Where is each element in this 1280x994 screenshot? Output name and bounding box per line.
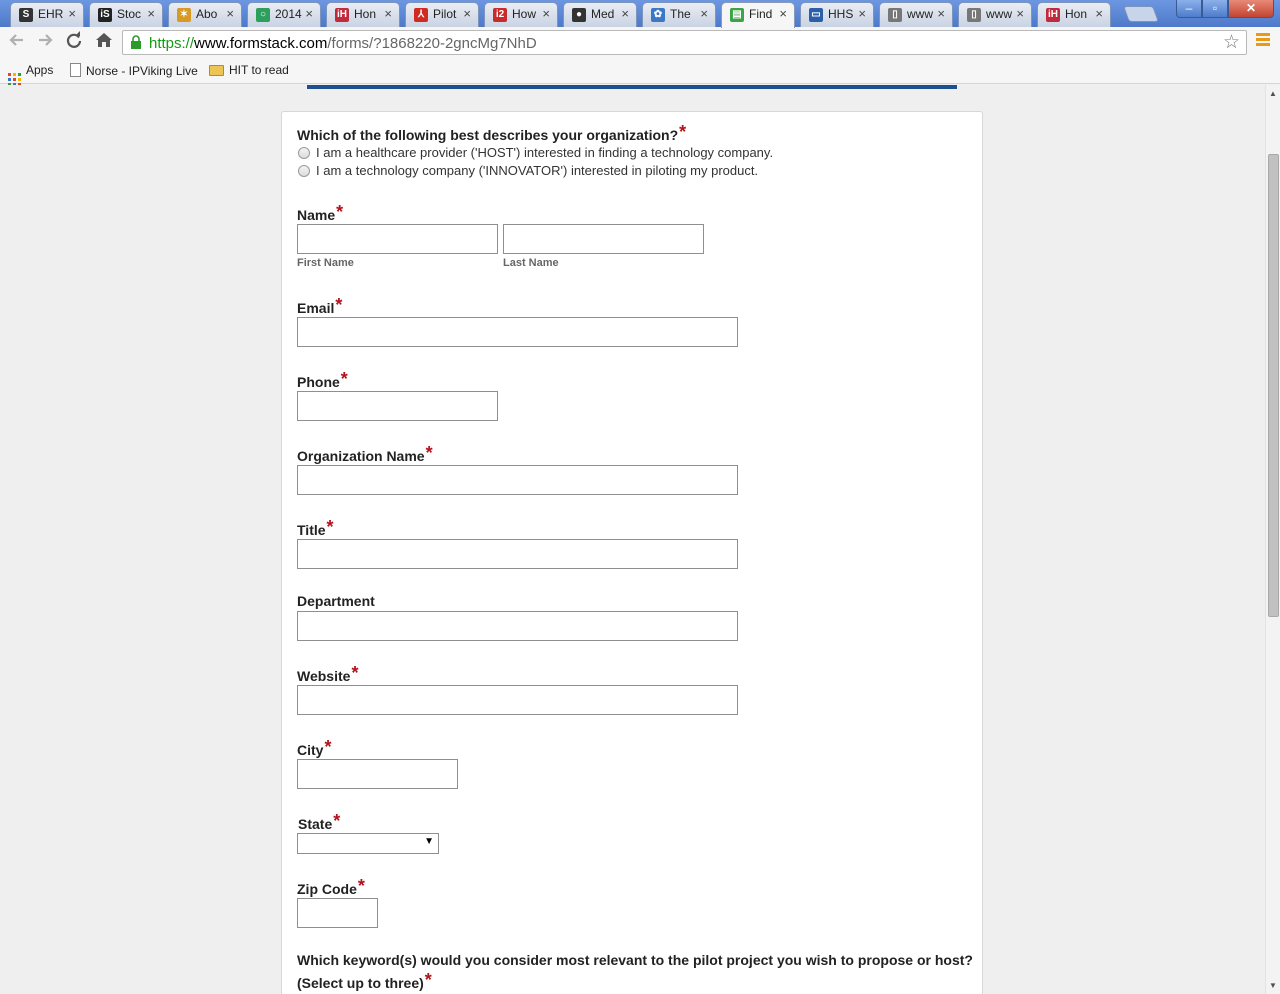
close-icon[interactable]: × (542, 6, 550, 21)
state-label: State* (298, 811, 341, 832)
i2-icon: i2 (493, 8, 507, 22)
bookmark-norse[interactable] (70, 63, 198, 78)
close-icon[interactable]: × (1016, 6, 1024, 21)
github-icon: ● (572, 8, 586, 22)
city-label: City* (297, 737, 332, 758)
required-mark: * (679, 122, 687, 142)
s-icon: S (19, 8, 33, 22)
radio-button-innovator[interactable] (298, 165, 310, 177)
close-icon[interactable]: × (68, 6, 76, 21)
bookmarks-bar (0, 58, 1280, 84)
close-icon[interactable]: × (1095, 6, 1103, 21)
address-bar[interactable] (122, 30, 1247, 55)
form-header-bar (307, 85, 957, 89)
organization-name-label: Organization Name* (297, 443, 433, 464)
org-type-question: Which of the following best describes your organization?* (297, 122, 687, 143)
tab-title: EHR (38, 7, 64, 21)
close-icon[interactable]: × (147, 6, 155, 21)
browser-tab[interactable] (879, 2, 953, 27)
org-type-option-innovator[interactable] (298, 163, 758, 178)
url-text: https://www.formstack.com/forms/?1868220-2gncMg7NhD (149, 35, 537, 52)
page-scrollbar[interactable] (1265, 85, 1280, 994)
state-select[interactable] (297, 833, 439, 854)
city-input[interactable] (297, 759, 458, 789)
email-label: Email* (297, 295, 343, 316)
scrollbar-thumb[interactable] (1268, 154, 1279, 617)
tab-title: www (986, 7, 1012, 21)
department-label: Department (297, 593, 375, 609)
browser-tab[interactable] (563, 2, 637, 27)
browser-tab[interactable] (1037, 2, 1111, 27)
browser-tab[interactable] (721, 2, 795, 28)
email-input[interactable] (297, 317, 738, 347)
name-label: Name* (297, 202, 344, 223)
close-icon[interactable]: × (779, 6, 787, 21)
tab-title: Med (591, 7, 615, 21)
tab-title: Pilot (433, 7, 457, 21)
bookmark-hit-label: HIT to read (229, 63, 289, 77)
tab-title: Hon (354, 7, 377, 21)
phone-input[interactable] (297, 391, 498, 421)
browser-menu-icon[interactable] (1256, 33, 1270, 49)
browser-toolbar (0, 27, 1280, 58)
option-label-host: I am a healthcare provider ('HOST') interested in finding a technology company. (316, 145, 774, 160)
reload-icon[interactable] (63, 31, 85, 53)
bookmark-star-icon[interactable]: ☆ (1222, 32, 1240, 53)
organization-name-input[interactable] (297, 465, 738, 495)
close-icon[interactable]: × (937, 6, 945, 21)
keywords-question-note: (Select up to three)* (297, 970, 432, 991)
scroll-up-arrow-icon[interactable]: ▲ (1269, 89, 1277, 98)
tab-title: Abo (196, 7, 218, 21)
tab-title: The (670, 7, 691, 21)
department-input[interactable] (297, 611, 738, 641)
browser-tab[interactable] (247, 2, 321, 27)
dropdown-arrow-icon: ▼ (424, 836, 434, 847)
page-icon (70, 63, 81, 77)
tab-title: Hon (1065, 7, 1088, 21)
close-icon[interactable]: × (305, 6, 313, 21)
website-input[interactable] (297, 685, 738, 715)
formstack-icon: ▤ (730, 8, 744, 22)
ih-icon: iH (337, 9, 347, 20)
pdf-icon: ⅄ (414, 8, 428, 22)
lock-icon (130, 35, 142, 50)
back-arrow-icon[interactable] (6, 31, 28, 53)
star-burst-icon: ✶ (177, 8, 191, 22)
home-icon[interactable] (93, 31, 115, 53)
browser-tab[interactable] (484, 2, 558, 27)
page-icon: ▯ (888, 8, 902, 22)
option-label-innovator: I am a technology company ('INNOVATOR') interested in piloting my product. (316, 163, 759, 178)
browser-tab[interactable] (168, 2, 242, 27)
window-maximize-button[interactable]: ▫ (1202, 0, 1228, 18)
tab-title: www (907, 7, 933, 21)
browser-tab[interactable] (958, 2, 1032, 27)
circle-icon: ○ (256, 8, 270, 22)
browser-tab[interactable] (10, 2, 84, 27)
keywords-question: Which keyword(s) would you consider most relevant to the pilot project you wish to propose or host? (297, 952, 973, 968)
close-icon[interactable]: × (700, 6, 708, 21)
website-label: Website* (297, 663, 359, 684)
phone-label: Phone* (297, 369, 348, 390)
bookmark-folder-hit[interactable] (209, 63, 289, 77)
close-icon[interactable]: × (463, 6, 471, 21)
last-name-sublabel: Last Name (503, 257, 559, 269)
tab-title: 2014 (275, 7, 302, 21)
new-tab-button[interactable] (1123, 6, 1159, 22)
first-name-sublabel: First Name (297, 257, 354, 269)
tab-title: HHS (828, 7, 854, 21)
title-label: Title* (297, 517, 334, 538)
tab-title: How (512, 7, 537, 21)
bookmark-apps[interactable] (8, 63, 53, 86)
scroll-down-arrow-icon[interactable]: ▼ (1269, 981, 1277, 990)
zip-code-input[interactable] (297, 898, 378, 928)
zip-code-label: Zip Code* (297, 876, 365, 897)
browser-tab[interactable] (326, 2, 400, 27)
last-name-input[interactable] (503, 224, 704, 254)
title-input[interactable] (297, 539, 738, 569)
tab-title: Find (749, 7, 773, 21)
browser-tab[interactable] (405, 2, 479, 27)
people-icon: ✿ (651, 8, 665, 22)
folder-icon (209, 65, 224, 76)
close-icon[interactable]: × (226, 6, 234, 21)
browser-tab[interactable] (89, 2, 163, 27)
forward-arrow-icon[interactable] (34, 31, 56, 53)
page-viewport (0, 85, 1265, 994)
is-icon: iS (98, 8, 112, 22)
ih-icon: iH (1048, 9, 1058, 20)
hhs-icon: ▭ (809, 8, 823, 22)
first-name-input[interactable] (297, 224, 498, 254)
radio-button-host[interactable] (298, 147, 310, 159)
form-card (281, 111, 983, 994)
close-icon[interactable]: × (621, 6, 629, 21)
page-icon: ▯ (967, 8, 981, 22)
tab-title: Stoc (117, 7, 142, 21)
bookmark-apps-label: Apps (26, 63, 54, 77)
close-icon[interactable]: × (858, 6, 866, 21)
close-icon[interactable]: × (384, 6, 392, 21)
window-close-button[interactable]: ✕ (1228, 0, 1274, 18)
bookmark-norse-label: Norse - IPViking Live (86, 64, 198, 78)
browser-tab[interactable] (642, 2, 716, 27)
org-type-option-host[interactable] (298, 145, 773, 160)
window-minimize-button[interactable]: – (1176, 0, 1202, 18)
browser-tab[interactable] (800, 2, 874, 27)
